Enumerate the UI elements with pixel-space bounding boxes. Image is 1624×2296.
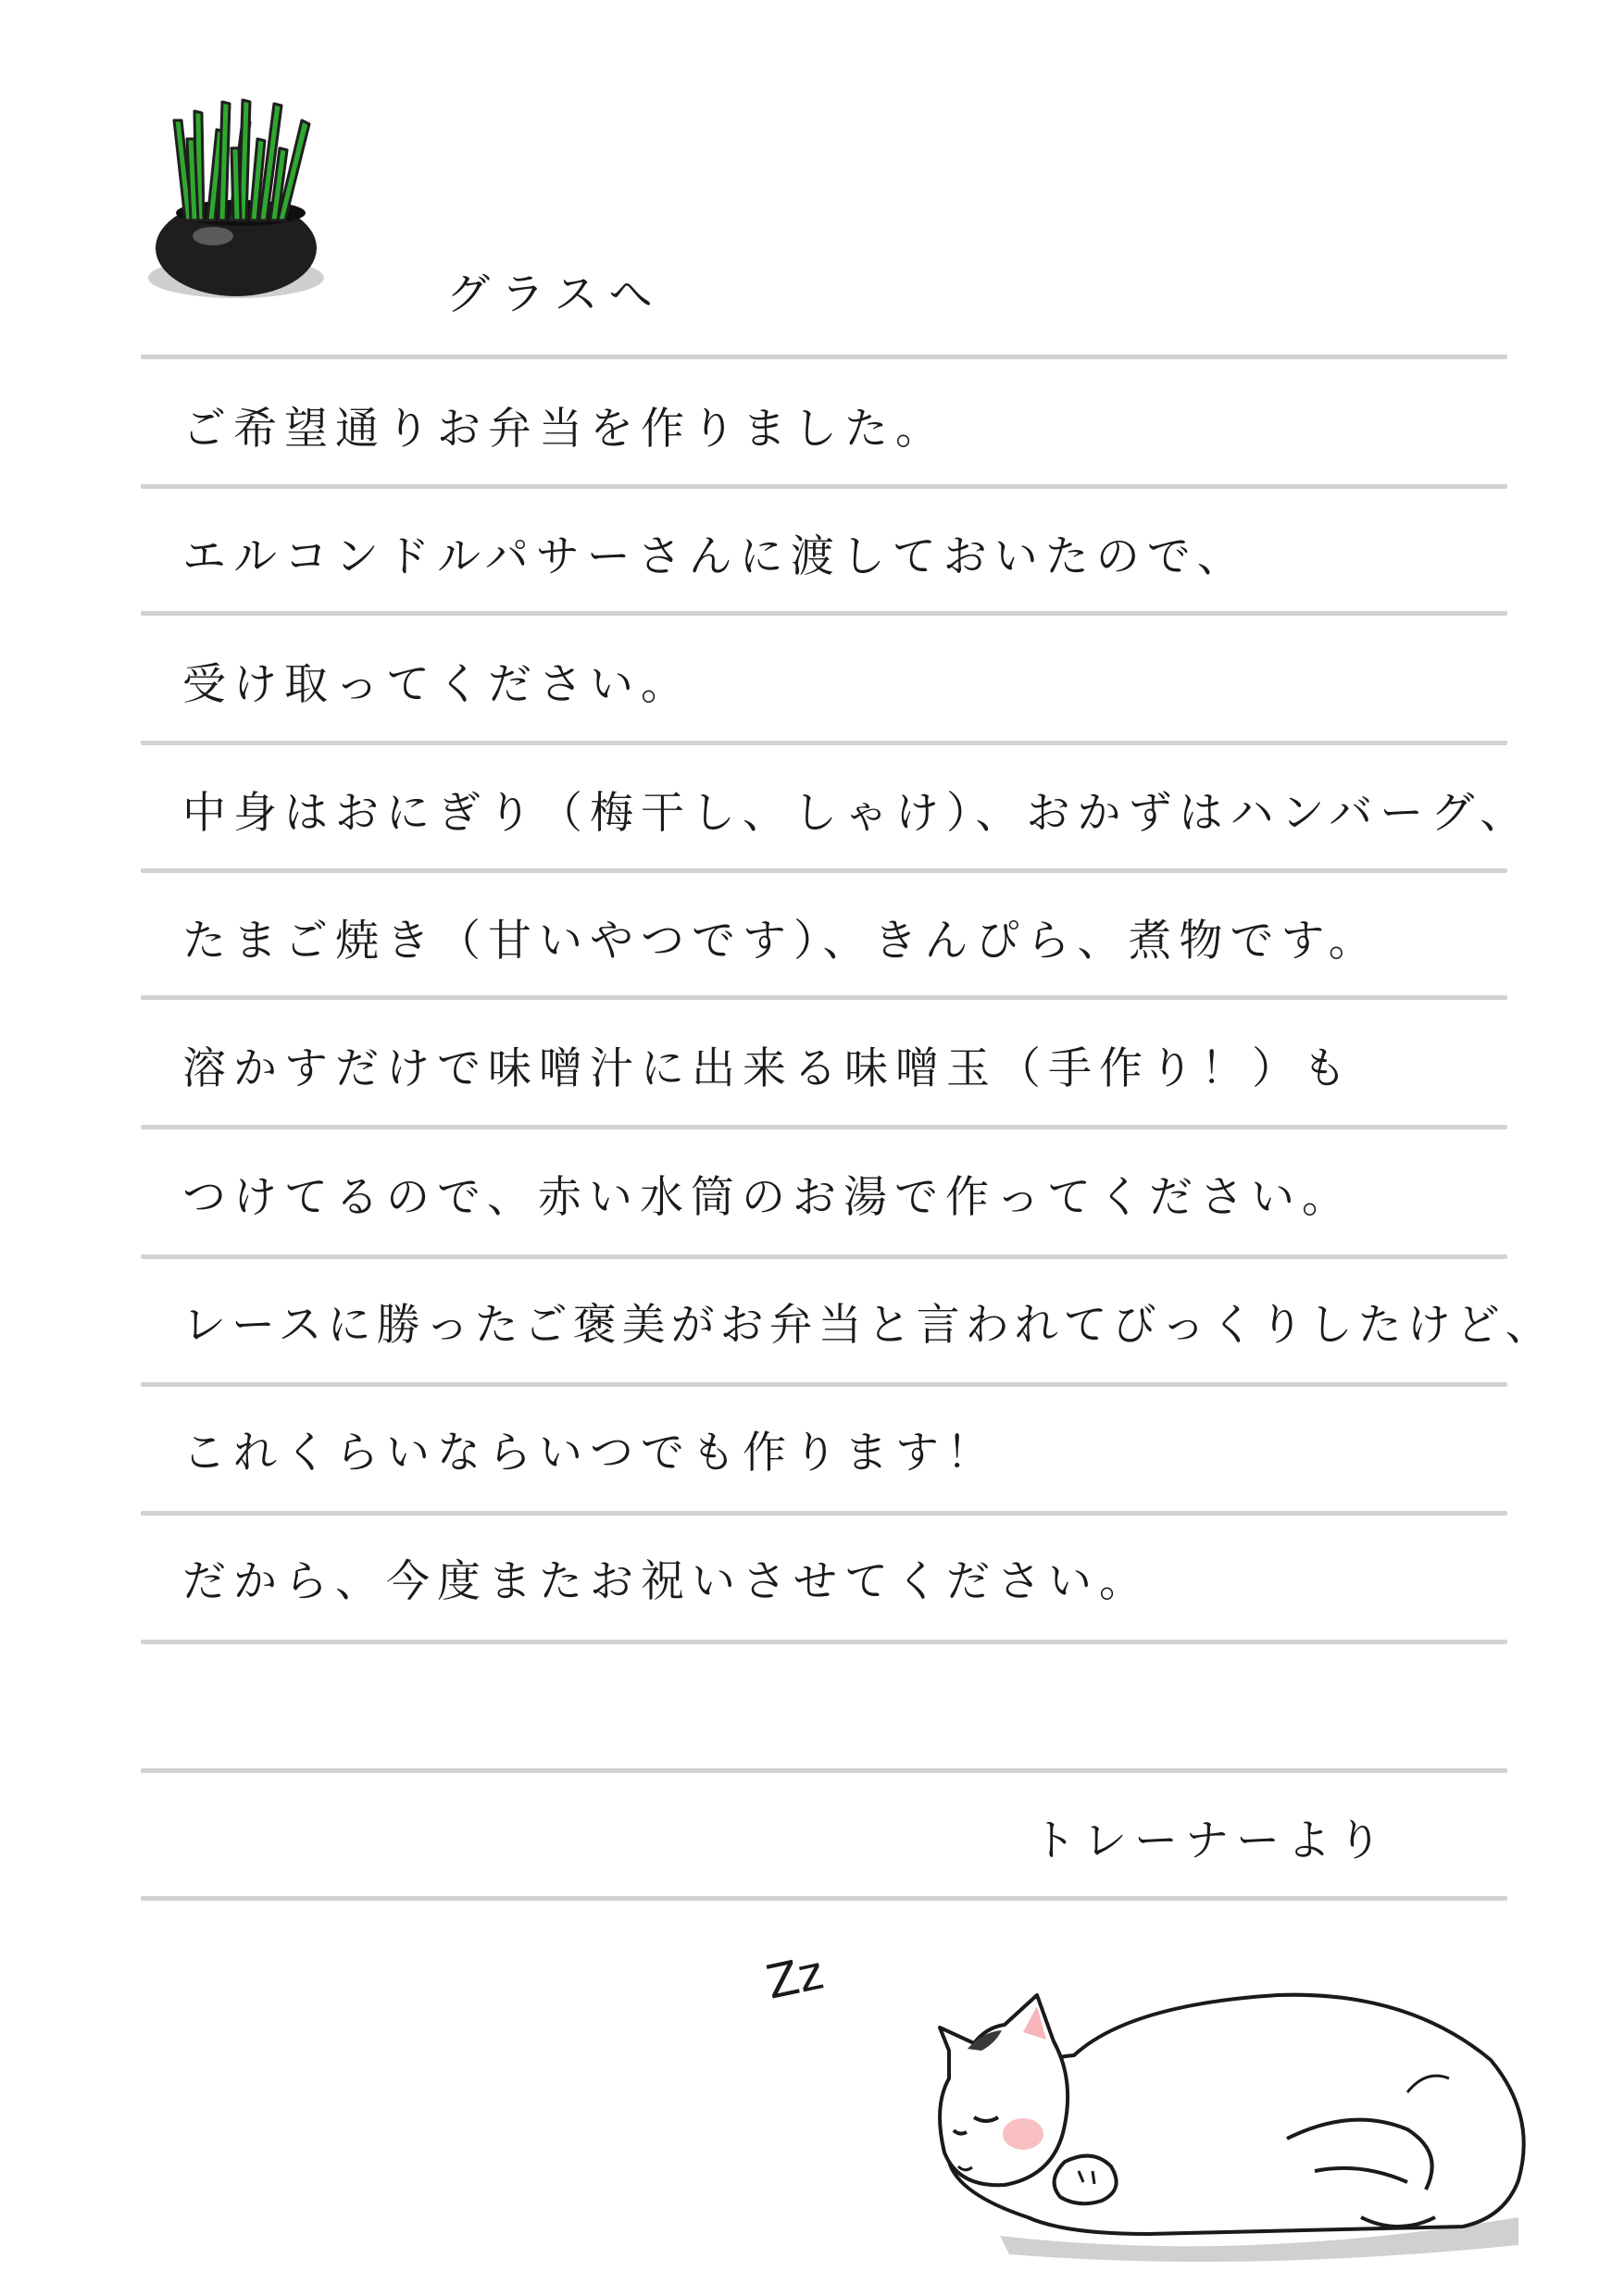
ruled-line — [141, 1254, 1507, 1259]
ruled-line — [141, 1511, 1507, 1516]
ruled-line — [141, 1125, 1507, 1129]
salutation: グラスへ — [446, 269, 664, 320]
letter-line: 溶かすだけで味噌汁に出来る味噌玉（手作り！）も — [182, 1043, 1354, 1094]
ruled-line — [141, 1382, 1507, 1387]
ruled-line — [141, 1896, 1507, 1901]
ruled-line — [141, 484, 1507, 489]
cat-grass-pot-icon — [139, 83, 343, 315]
ruled-line — [141, 611, 1507, 616]
letter-line: エルコンドルパサーさんに渡しておいたので、 — [182, 531, 1248, 582]
signature: トレーナーより — [1032, 1816, 1389, 1866]
ruled-line — [141, 868, 1507, 873]
ruled-line — [141, 1768, 1507, 1773]
letter-line: つけてるので、赤い水筒のお湯で作ってください。 — [182, 1172, 1354, 1223]
letter-line: 中身はおにぎり（梅干し、しゃけ）、おかずはハンバーグ、 — [182, 788, 1531, 839]
letter-line: ご希望通りお弁当を作りました。 — [182, 404, 946, 455]
ruled-line — [141, 355, 1507, 359]
sleep-mark: Zz — [761, 1945, 829, 2010]
letter-line: たまご焼き（甘いやつです）、きんぴら、煮物です。 — [182, 916, 1380, 967]
letter-line: だから、今度またお祝いさせてください。 — [182, 1556, 1150, 1607]
sleeping-cat-icon — [759, 1940, 1555, 2273]
letter-line: これくらいならいつでも作ります！ — [182, 1428, 997, 1479]
letter-line: レースに勝ったご褒美がお弁当と言われてびっくりしたけど、 — [182, 1300, 1555, 1351]
ruled-line — [141, 1640, 1507, 1644]
letter-line: 受け取ってください。 — [182, 659, 692, 710]
ruled-line — [141, 741, 1507, 745]
ruled-line — [141, 995, 1507, 1000]
